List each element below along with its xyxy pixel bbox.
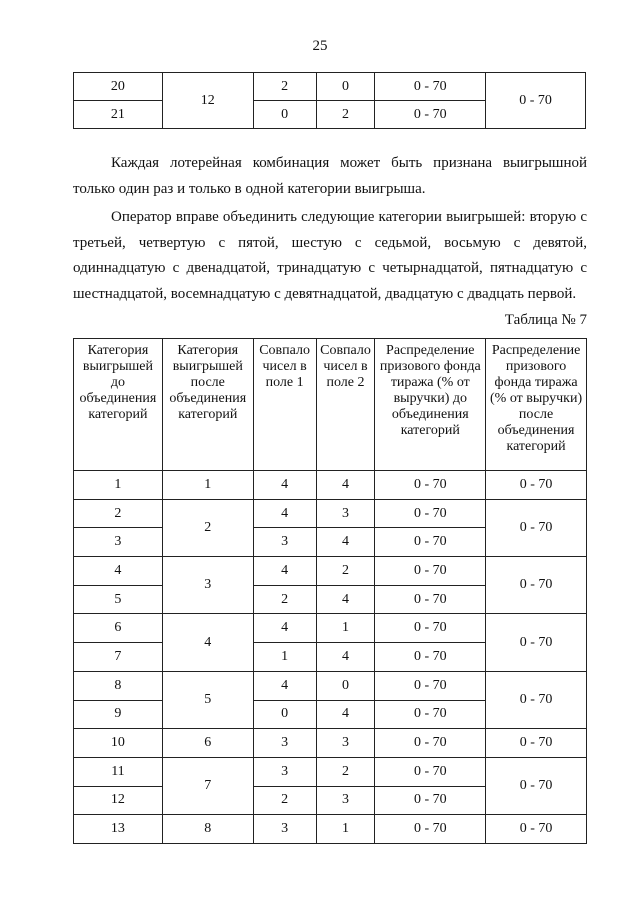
merged-category-cell: 12 (162, 73, 253, 129)
field2-cell: 2 (316, 101, 375, 129)
table-row (74, 73, 586, 101)
category-cell: 11 (74, 757, 163, 786)
distribution-cell: 0 - 70 (375, 471, 486, 500)
distribution-cell: 0 - 70 (375, 101, 486, 129)
page-number: 25 (312, 38, 328, 54)
field2-cell: 4 (316, 471, 375, 500)
merged-category-cell: 8 (162, 815, 253, 844)
category-cell: 12 (74, 786, 163, 815)
category-cell: 8 (74, 671, 163, 700)
category-cell: 6 (74, 614, 163, 643)
field1-cell: 4 (253, 671, 316, 700)
field2-cell: 1 (316, 614, 375, 643)
merged-category-cell: 6 (162, 729, 253, 758)
distribution-cell: 0 - 70 (375, 643, 486, 672)
table-row (74, 471, 587, 500)
field2-cell: 4 (316, 528, 375, 557)
distribution-cell: 0 - 70 (375, 528, 486, 557)
field2-cell: 2 (316, 557, 375, 586)
field1-cell: 3 (253, 815, 316, 844)
column-header: Категория выигрышей после объединения категорий (162, 339, 253, 471)
distribution-after-cell: 0 - 70 (486, 815, 587, 844)
table-row (74, 671, 587, 700)
table-row (74, 614, 587, 643)
table-caption: Таблица № 7 (504, 312, 587, 328)
field1-cell: 4 (253, 499, 316, 528)
paragraph (73, 151, 587, 202)
field2-cell: 3 (316, 786, 375, 815)
category-cell: 1 (74, 471, 163, 500)
field1-cell: 3 (253, 757, 316, 786)
category-cell: 3 (74, 528, 163, 557)
table-row (74, 815, 587, 844)
column-header: Совпало чисел в поле 1 (253, 339, 316, 471)
column-header: Распределение призового фонда тиража (% от выручки) после объединения категорий (486, 339, 587, 471)
category-cell: 7 (74, 643, 163, 672)
prize-table-body (74, 471, 587, 844)
field1-cell: 2 (253, 585, 316, 614)
distribution-cell: 0 - 70 (375, 757, 486, 786)
distribution-cell: 0 - 70 (375, 815, 486, 844)
field2-cell: 1 (316, 815, 375, 844)
merged-category-cell: 2 (162, 499, 253, 556)
field2-cell: 4 (316, 585, 375, 614)
column-header: Категория выигрышей до объединения категорий (74, 339, 163, 471)
merged-category-cell: 5 (162, 671, 253, 728)
continuation-table (73, 72, 586, 129)
merged-category-cell: 1 (162, 471, 253, 500)
column-header: Распределение призового фонда тиража (% от выручки) до объединения категорий (375, 339, 486, 471)
table-row (74, 757, 587, 786)
field1-cell: 4 (253, 614, 316, 643)
distribution-after-cell: 0 - 70 (486, 499, 587, 556)
field2-cell: 4 (316, 700, 375, 729)
field2-cell: 0 (316, 671, 375, 700)
distribution-cell: 0 - 70 (375, 729, 486, 758)
field1-cell: 3 (253, 729, 316, 758)
distribution-after-cell: 0 - 70 (486, 614, 587, 671)
field1-cell: 0 (253, 700, 316, 729)
category-cell: 5 (74, 585, 163, 614)
table-row (74, 557, 587, 586)
field1-cell: 4 (253, 557, 316, 586)
field1-cell: 2 (253, 73, 316, 101)
category-cell: 20 (74, 73, 163, 101)
distribution-after-cell: 0 - 70 (486, 729, 587, 758)
distribution-after-cell: 0 - 70 (486, 557, 587, 614)
merged-category-cell: 4 (162, 614, 253, 671)
distribution-cell: 0 - 70 (375, 73, 486, 101)
field2-cell: 3 (316, 499, 375, 528)
field2-cell: 0 (316, 73, 375, 101)
category-cell: 10 (74, 729, 163, 758)
category-cell: 2 (74, 499, 163, 528)
distribution-after-cell: 0 - 70 (486, 471, 587, 500)
field2-cell: 3 (316, 729, 375, 758)
distribution-after-cell: 0 - 70 (486, 73, 586, 129)
paragraph-text: Каждая лотерейная комбинация может быть признана выигрышной только один раз и только в одной категории выигрыша. (73, 155, 587, 197)
distribution-after-cell: 0 - 70 (486, 757, 587, 814)
field1-cell: 0 (253, 101, 316, 129)
paragraph-text: Оператор вправе объединить следующие категории выигрышей: вторую с третьей, четвертую с пятой, шестую с седьмой, восьмую с девятой, одиннадцатую с двенадцатой, тринадцатую с четырнадцатой, пятнадцатую с шестнадцатой, восемнадцатую с девятнадцатой, двадцатую с двадцать первой. (73, 209, 587, 302)
distribution-cell: 0 - 70 (375, 614, 486, 643)
field1-cell: 1 (253, 643, 316, 672)
category-cell: 13 (74, 815, 163, 844)
category-cell: 21 (74, 101, 163, 129)
category-cell: 4 (74, 557, 163, 586)
distribution-cell: 0 - 70 (375, 499, 486, 528)
distribution-cell: 0 - 70 (375, 585, 486, 614)
distribution-cell: 0 - 70 (375, 700, 486, 729)
merged-category-cell: 3 (162, 557, 253, 614)
merged-category-cell: 7 (162, 757, 253, 814)
field1-cell: 2 (253, 786, 316, 815)
distribution-cell: 0 - 70 (375, 671, 486, 700)
field2-cell: 4 (316, 643, 375, 672)
distribution-cell: 0 - 70 (375, 786, 486, 815)
table-header-row (74, 339, 587, 471)
field2-cell: 2 (316, 757, 375, 786)
field1-cell: 4 (253, 471, 316, 500)
distribution-cell: 0 - 70 (375, 557, 486, 586)
distribution-after-cell: 0 - 70 (486, 671, 587, 728)
table-row (74, 499, 587, 528)
table-row (74, 729, 587, 758)
category-cell: 9 (74, 700, 163, 729)
field1-cell: 3 (253, 528, 316, 557)
paragraph (73, 205, 587, 307)
column-header: Совпало чисел в поле 2 (316, 339, 375, 471)
prize-table (73, 338, 587, 844)
